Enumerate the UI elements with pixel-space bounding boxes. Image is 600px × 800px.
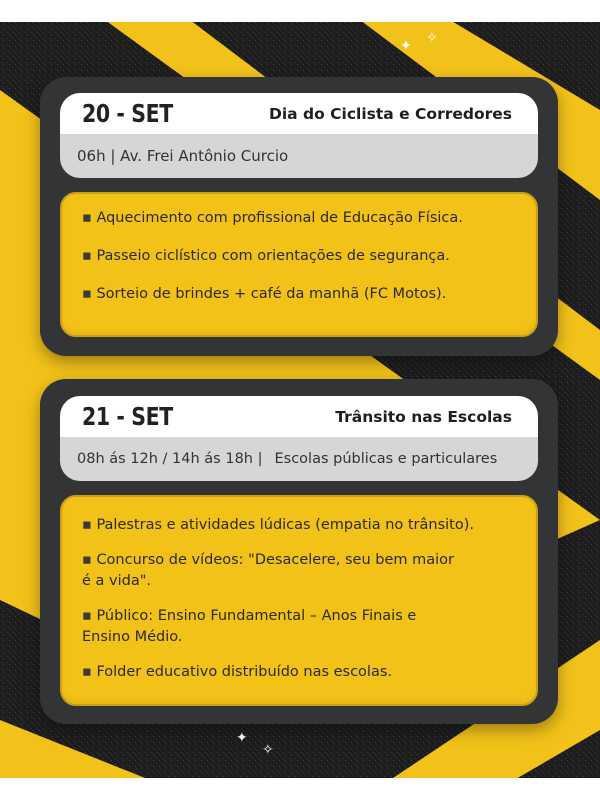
event-time-location: 06h | Av. Frei Antônio Curcio	[77, 147, 289, 165]
event-activities-list	[60, 192, 538, 337]
event-activities-list	[60, 495, 538, 706]
event-time: 08h ás 12h / 14h ás 18h |	[77, 451, 263, 467]
event-header	[60, 396, 538, 437]
event-card-21-set	[40, 379, 558, 724]
event-schedule	[60, 437, 538, 481]
event-title: Trânsito nas Escolas	[335, 407, 512, 426]
event-date: 20 - SET	[82, 99, 173, 128]
event-location: Escolas públicas e particulares	[274, 451, 498, 467]
list-item: ▪ Palestras e atividades lúdicas (empatia no trânsito).	[82, 515, 520, 536]
list-item: ▪ Folder educativo distribuído nas escolas.	[82, 662, 520, 683]
event-date: 21 - SET	[82, 402, 173, 431]
list-item: ▪ Público: Ensino Fundamental – Anos Finais e Ensino Médio.	[82, 606, 520, 648]
event-card-20-set	[40, 77, 558, 356]
event-schedule	[60, 134, 538, 178]
list-item: ▪ Sorteio de brindes + café da manhã (FC Motos).	[82, 284, 520, 305]
light-spark-icon: ✦	[400, 38, 412, 54]
light-spark-icon: ✧	[262, 742, 274, 758]
event-title: Dia do Ciclista e Corredores	[268, 104, 512, 123]
list-item: ▪ Concurso de vídeos: "Desacelere, seu bem maior é a vida".	[82, 550, 520, 592]
light-spark-icon: ✦	[236, 730, 248, 746]
light-spark-icon: ✧	[426, 30, 438, 46]
list-item: ▪ Passeio ciclístico com orientações de segurança.	[82, 246, 520, 267]
event-header	[60, 93, 538, 134]
list-item: ▪ Aquecimento com profissional de Educação Física.	[82, 208, 520, 229]
